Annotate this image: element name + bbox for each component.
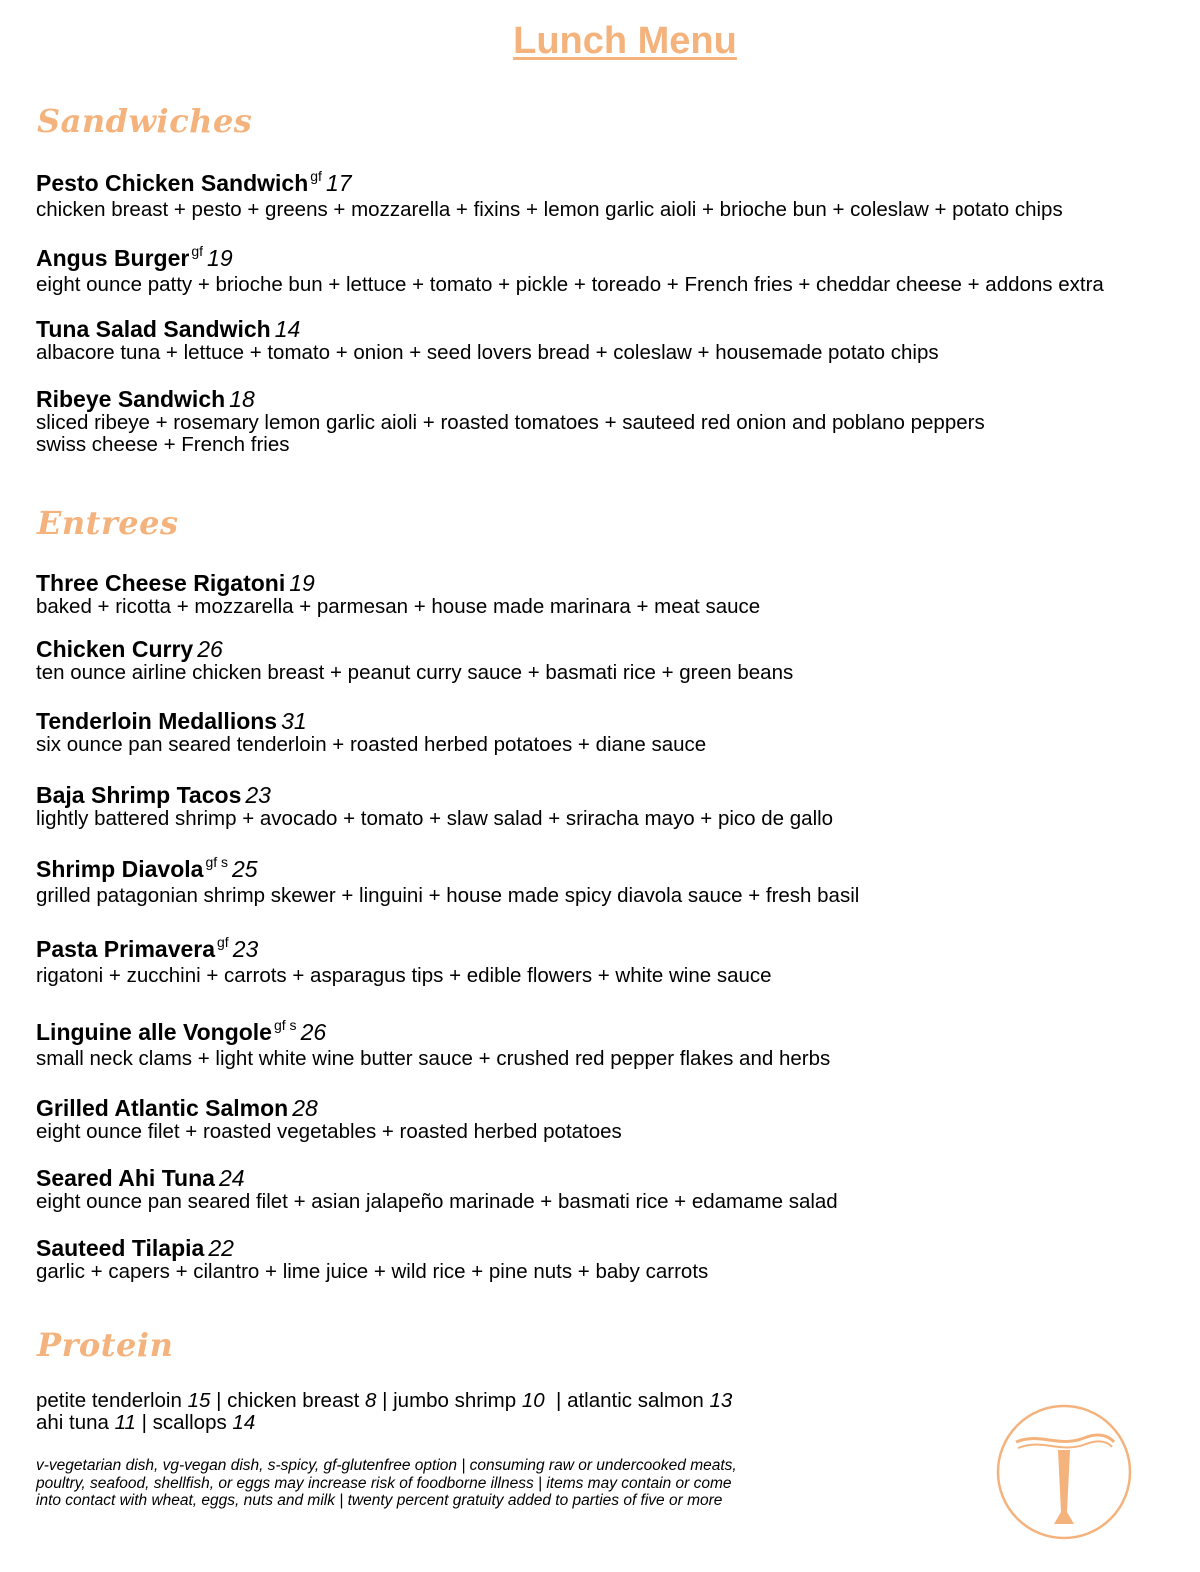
menu-item-heading bbox=[36, 1165, 838, 1191]
menu-item-description: eight ounce filet + roasted vegetables + roasted herbed potatoes bbox=[36, 1120, 622, 1143]
protein-list bbox=[36, 1390, 732, 1434]
menu-item-price: 28 bbox=[292, 1095, 318, 1121]
protein-item-price: 10 bbox=[521, 1389, 545, 1412]
menu-item-name: Tuna Salad Sandwich bbox=[36, 316, 271, 342]
menu-item-description: grilled patagonian shrimp skewer + linguini + house made spicy diavola sauce + fresh basil bbox=[36, 884, 860, 907]
menu-item-price: 17 bbox=[325, 170, 352, 196]
menu-item-heading bbox=[36, 782, 833, 808]
menu-item-name: Sauteed Tilapia bbox=[36, 1235, 205, 1261]
section-heading-sandwiches: Sandwiches bbox=[37, 102, 253, 140]
dietary-tag: gf bbox=[191, 243, 204, 259]
menu-item-heading bbox=[36, 386, 985, 412]
protein-item-label: | scallops bbox=[135, 1411, 233, 1434]
menu-item-name: Chicken Curry bbox=[36, 636, 194, 662]
protein-item-price: 11 bbox=[114, 1411, 136, 1434]
protein-item-price: 14 bbox=[232, 1411, 256, 1434]
menu-item-name: Seared Ahi Tuna bbox=[36, 1165, 215, 1191]
menu-item-name: Tenderloin Medallions bbox=[36, 708, 278, 734]
menu-item-heading bbox=[36, 708, 706, 734]
page-title: Lunch Menu bbox=[513, 20, 737, 62]
menu-item-description: chicken breast + pesto + greens + mozzarella + fixins + lemon garlic aioli + brioche bun + coleslaw + potato chips bbox=[36, 198, 1063, 221]
protein-item-label: ahi tuna bbox=[36, 1411, 115, 1434]
menu-item-description: garlic + capers + cilantro + lime juice + wild rice + pine nuts + baby carrots bbox=[36, 1260, 709, 1283]
menu-item-description: baked + ricotta + mozzarella + parmesan + house made marinara + meat sauce bbox=[36, 595, 761, 618]
protein-item-price: 15 bbox=[187, 1389, 211, 1412]
menu-item bbox=[36, 1235, 708, 1283]
menu-item-name: Grilled Atlantic Salmon bbox=[36, 1095, 289, 1121]
menu-item bbox=[36, 1165, 838, 1213]
menu-item-price: 18 bbox=[229, 386, 255, 412]
menu-item-name: Linguine alle Vongole bbox=[36, 1019, 272, 1045]
section-heading-entrees: Entrees bbox=[37, 504, 179, 542]
menu-item-price: 24 bbox=[218, 1165, 245, 1191]
dietary-tag: gf s bbox=[205, 854, 229, 870]
menu-item-heading bbox=[36, 570, 760, 596]
restaurant-logo-icon bbox=[994, 1402, 1134, 1542]
protein-item-label: | atlantic salmon bbox=[544, 1389, 710, 1412]
menu-item-description: six ounce pan seared tenderloin + roasted herbed potatoes + diane sauce bbox=[36, 733, 707, 756]
dietary-tag: gf bbox=[217, 934, 229, 950]
note-line: v-vegetarian dish, vg-vegan dish, s-spicy, gf-glutenfree option | consuming raw or undercooked meats, bbox=[36, 1457, 737, 1474]
protein-line bbox=[36, 1412, 732, 1434]
menu-item-description: lightly battered shrimp + avocado + tomato + slaw salad + sriracha mayo + pico de gallo bbox=[36, 807, 834, 830]
protein-item-label: petite tenderloin bbox=[36, 1389, 188, 1412]
menu-item-name: Pasta Primavera bbox=[36, 936, 216, 962]
dietary-tag: gf bbox=[310, 168, 322, 184]
menu-item-description: eight ounce pan seared filet + asian jalapeño marinade + basmati rice + edamame salad bbox=[36, 1190, 838, 1213]
menu-item bbox=[36, 245, 1104, 296]
menu-item-heading bbox=[36, 245, 1104, 274]
menu-item bbox=[36, 570, 760, 618]
menu-item-price: 26 bbox=[300, 1019, 327, 1045]
menu-item bbox=[36, 170, 1063, 221]
menu-item bbox=[36, 316, 939, 364]
menu-item-description: eight ounce patty + brioche bun + lettuce + tomato + pickle + toreado + French fries + cheddar cheese + addons extra bbox=[36, 273, 1104, 296]
menu-item-description: small neck clams + light white wine butter sauce + crushed red pepper flakes and herbs bbox=[36, 1047, 831, 1070]
protein-item-label: | jumbo shrimp bbox=[376, 1389, 522, 1412]
menu-item-price: 25 bbox=[232, 856, 258, 882]
menu-item-description: albacore tuna + lettuce + tomato + onion + seed lovers bread + coleslaw + housemade potato chips bbox=[36, 341, 939, 364]
note-line: poultry, seafood, shellfish, or eggs may increase risk of foodborne illness | items may contain or come bbox=[36, 1474, 732, 1492]
menu-item-heading bbox=[36, 170, 1063, 199]
menu-item-price: 19 bbox=[289, 570, 315, 596]
menu-item bbox=[36, 708, 706, 756]
protein-item-price: 13 bbox=[709, 1389, 733, 1412]
menu-item-price: 14 bbox=[274, 316, 301, 342]
menu-item-name: Shrimp Diavola bbox=[36, 856, 204, 882]
menu-item-name: Three Cheese Rigatoni bbox=[36, 570, 286, 596]
menu-item bbox=[36, 782, 833, 830]
menu-item-heading bbox=[36, 936, 772, 965]
note-line: into contact with wheat, eggs, nuts and milk | twenty percent gratuity added to parties of five or more bbox=[36, 1492, 723, 1509]
menu-item-price: 31 bbox=[281, 708, 307, 734]
menu-item-heading bbox=[36, 1019, 830, 1048]
menu-item-heading bbox=[36, 856, 859, 885]
menu-item bbox=[36, 1019, 830, 1070]
menu-item-name: Baja Shrimp Tacos bbox=[36, 782, 242, 808]
menu-item-heading bbox=[36, 636, 793, 662]
menu-item bbox=[36, 636, 793, 684]
menu-item bbox=[36, 856, 859, 907]
menu-item-description: ten ounce airline chicken breast + peanut curry sauce + basmati rice + green beans bbox=[36, 661, 794, 684]
menu-item-name: Ribeye Sandwich bbox=[36, 386, 226, 412]
protein-item-price: 8 bbox=[364, 1389, 377, 1412]
menu-item bbox=[36, 936, 772, 987]
menu-item-heading bbox=[36, 1235, 708, 1261]
menu-item-name: Angus Burger bbox=[36, 245, 190, 271]
menu-item-price: 23 bbox=[245, 782, 271, 808]
menu-item-description: sliced ribeye + rosemary lemon garlic aioli + roasted tomatoes + sauteed red onion and poblano peppers bbox=[36, 411, 985, 434]
protein-line bbox=[36, 1390, 732, 1412]
menu-notes bbox=[36, 1457, 737, 1510]
menu-item-heading bbox=[36, 316, 939, 342]
menu-item-name: Pesto Chicken Sandwich bbox=[36, 170, 309, 196]
protein-item-label: | chicken breast bbox=[210, 1389, 365, 1412]
menu-item-price: 19 bbox=[207, 245, 233, 271]
menu-item-description: swiss cheese + French fries bbox=[36, 433, 290, 456]
menu-item-price: 26 bbox=[197, 636, 223, 662]
menu-item-description: rigatoni + zucchini + carrots + asparagus tips + edible flowers + white wine sauce bbox=[36, 964, 772, 987]
section-heading-protein: Protein bbox=[37, 1326, 174, 1364]
menu-item-price: 23 bbox=[232, 936, 259, 962]
menu-item bbox=[36, 386, 985, 456]
dietary-tag: gf s bbox=[273, 1017, 297, 1033]
menu-item-heading bbox=[36, 1095, 622, 1121]
menu-item-price: 22 bbox=[208, 1235, 234, 1261]
menu-item bbox=[36, 1095, 622, 1143]
